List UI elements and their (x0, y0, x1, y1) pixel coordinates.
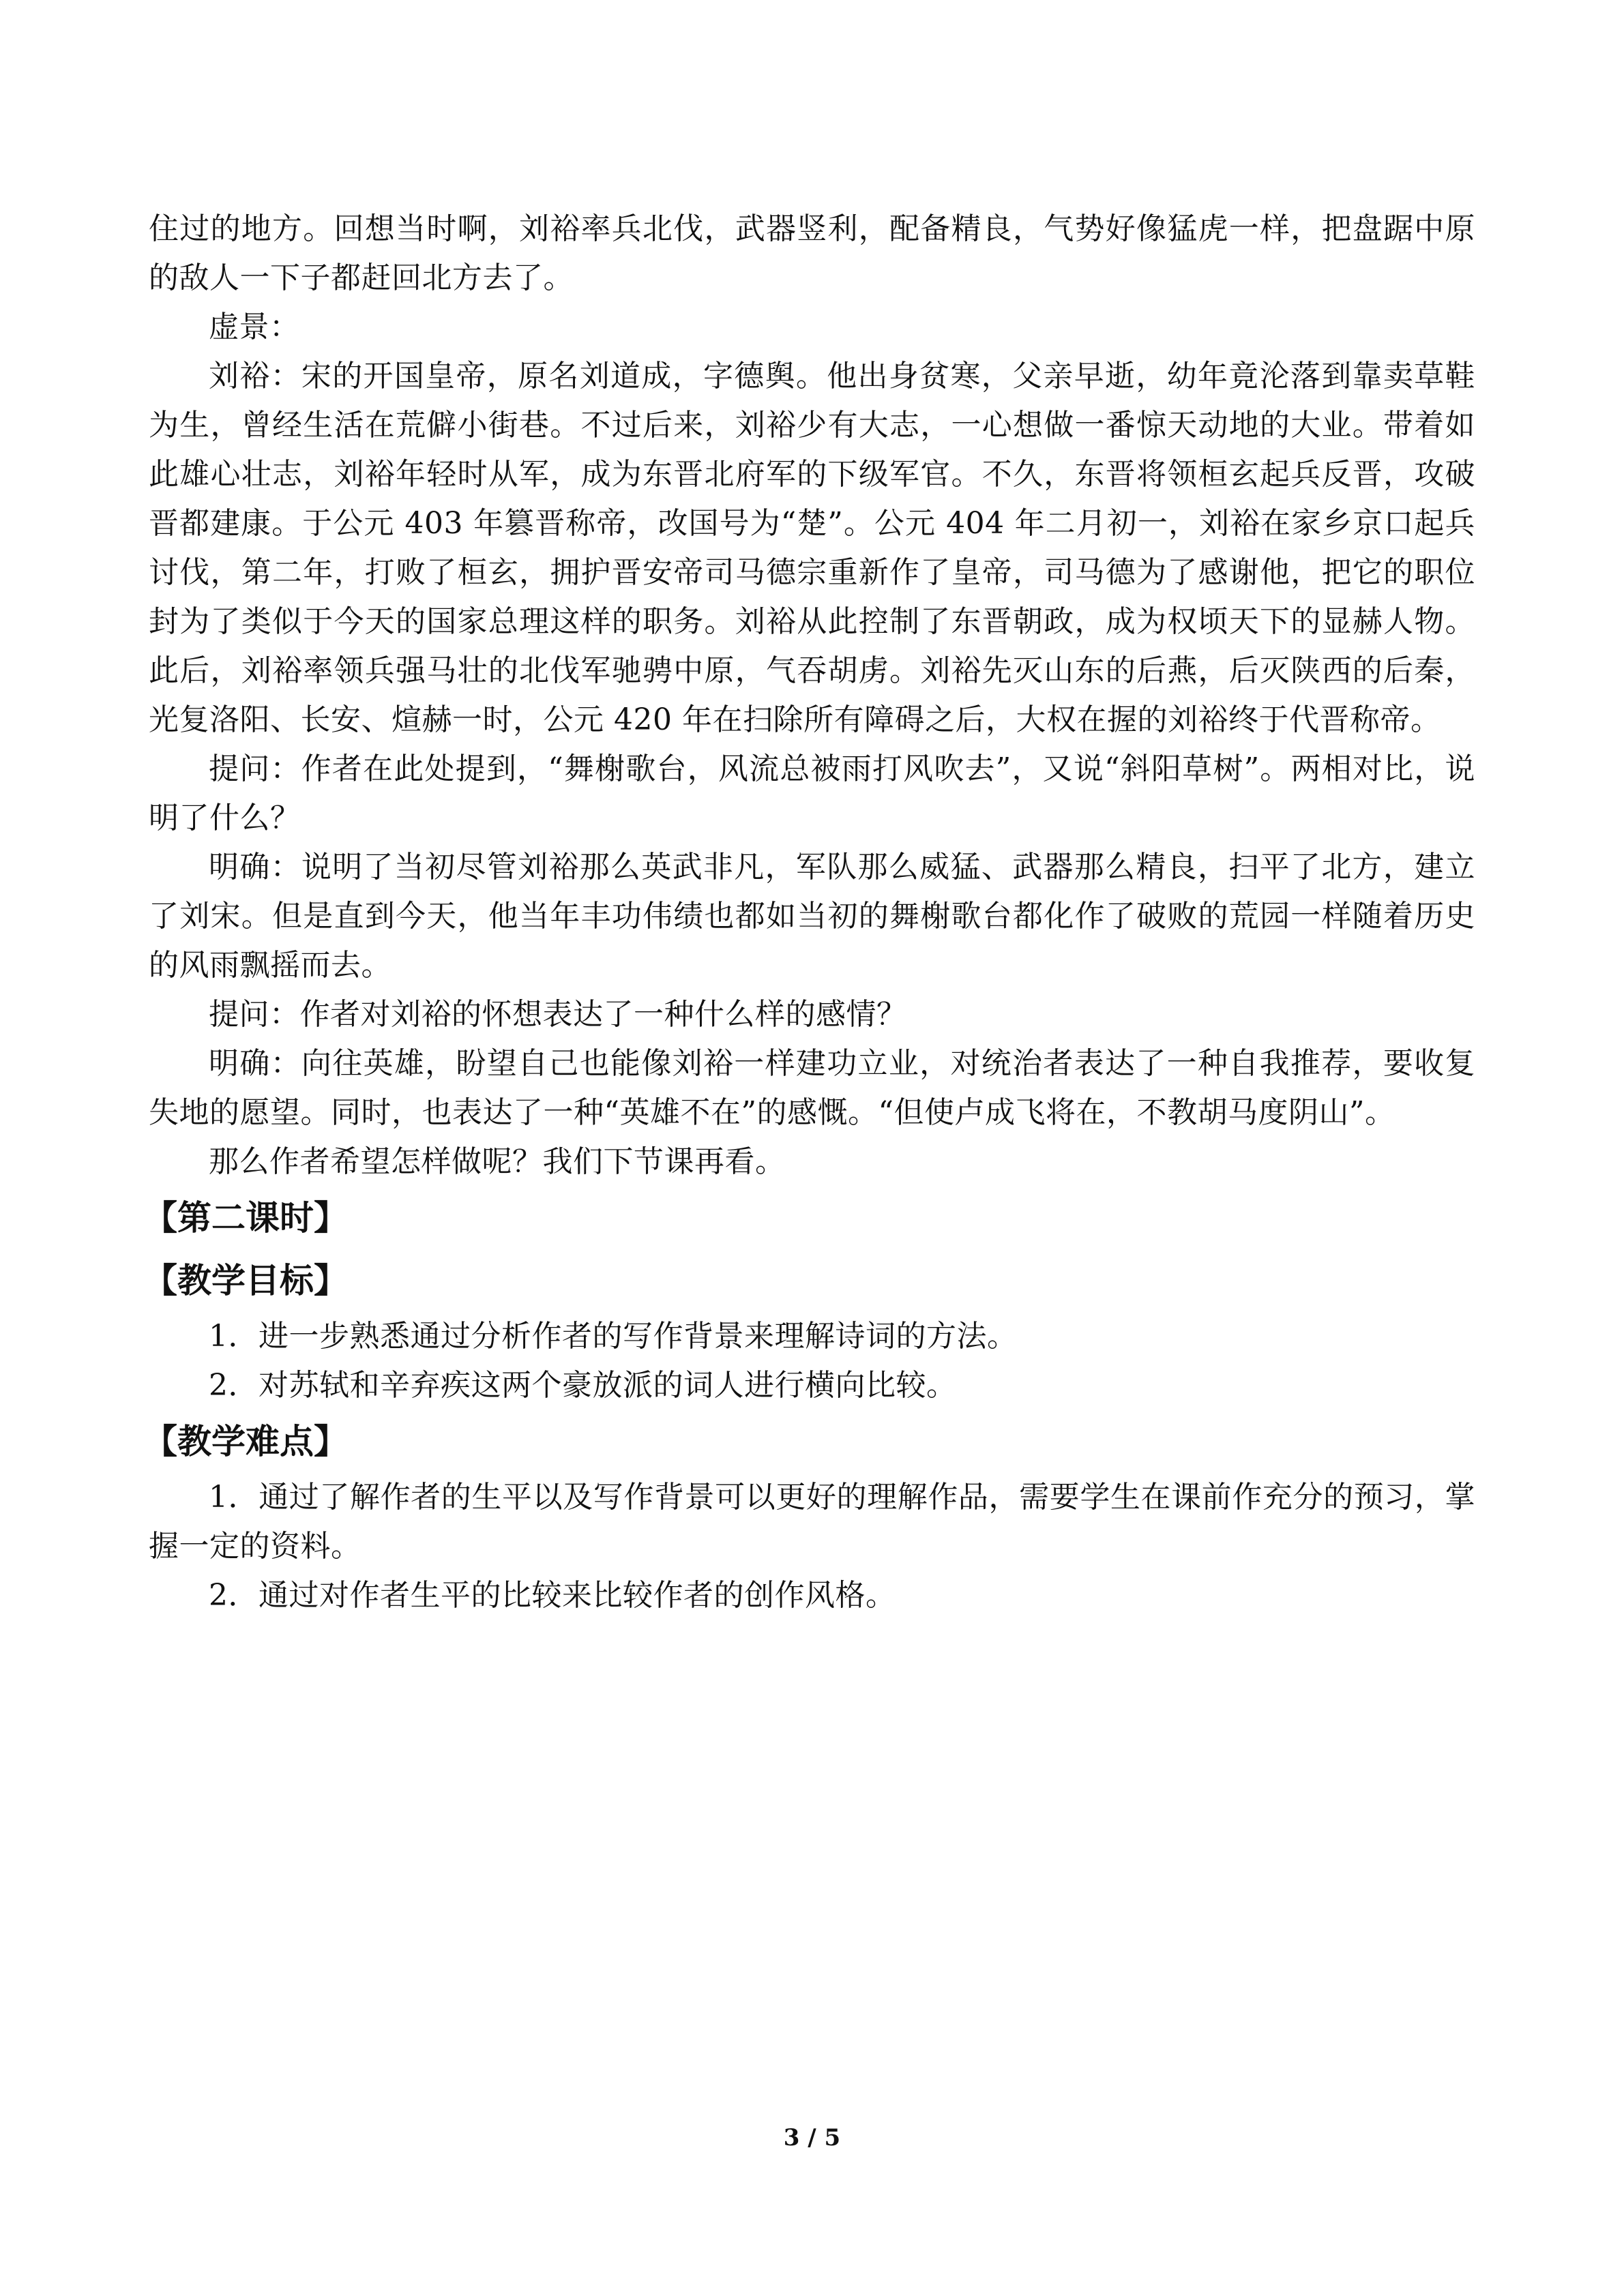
paragraph-virtual-scene-label: 虚景： (209, 310, 300, 344)
paragraph-answer-1: 明确：说明了当初尽管刘裕那么英武非凡，军队那么威猛、武器那么精良，扫平了北方，建立了刘宋。但是直到今天，他当年丰功伟绩也都如当初的舞榭歌台都化作了破败的荒园一样随着历史的风雨飘摇而去。 (149, 850, 1475, 983)
goal-item-1: 1．进一步熟悉通过分析作者的写作背景来理解诗词的方法。 (209, 1319, 1018, 1354)
paragraph-continuation: 住过的地方。回想当时啊，刘裕率兵北伐，武器竖利，配备精良，气势好像猛虎一样，把盘踞中原的敌人一下子都赶回北方去了。 (149, 211, 1475, 295)
goal-item-2: 2．对苏轼和辛弃疾这两个豪放派的词人进行横向比较。 (209, 1368, 957, 1403)
page-number: 3 / 5 (783, 2124, 841, 2151)
heading-second-lesson: 【第二课时】 (143, 1198, 348, 1238)
heading-teaching-difficulties: 【教学难点】 (143, 1422, 348, 1461)
paragraph-liuyu-biography: 刘裕：宋的开国皇帝，原名刘道成，字德舆。他出身贫寒，父亲早逝，幼年竟沦落到靠卖草鞋为生，曾经生活在荒僻小街巷。不过后来，刘裕少有大志，一心想做一番惊天动地的大业。带着如此雄心壮志，刘裕年轻时从军，成为东晋北府军的下级军官。不久，东晋将领桓玄起兵反晋，攻破晋都建康。于公元 403 年篡晋称帝，改国号为“楚”。公元 404 年二月初一，刘裕在家乡京口起兵讨伐，第二年，打败了桓玄，拥护晋安帝司马德宗重新作了皇帝，司马德为了感谢他，把它的职位封为了类似于今天的国家总理这样的职务。刘裕从此控制了东晋朝政，成为权顷天下的显赫人物。此后，刘裕率领兵强马壮的北伐军驰骋中原，气吞胡虏。刘裕先灭山东的后燕，后灭陕西的后秦，光复洛阳、长安、煊赫一时，公元 420 年在扫除所有障碍之后，大权在握的刘裕终于代晋称帝。 (149, 359, 1475, 737)
difficulty-item-2: 2．通过对作者生平的比较来比较作者的创作风格。 (209, 1578, 896, 1613)
paragraph-next-lesson: 那么作者希望怎样做呢？我们下节课再看。 (209, 1144, 786, 1179)
difficulty-item-1: 1．通过了解作者的生平以及写作背景可以更好的理解作品，需要学生在课前作充分的预习，掌握一定的资料。 (149, 1480, 1475, 1564)
heading-teaching-goals: 【教学目标】 (143, 1261, 348, 1300)
paragraph-answer-2: 明确：向往英雄，盼望自己也能像刘裕一样建功立业，对统治者表达了一种自我推荐，要收复失地的愿望。同时，也表达了一种“英雄不在”的感慨。“但使卢成飞将在，不教胡马度阴山”。 (149, 1046, 1475, 1130)
paragraph-question-1: 提问：作者在此处提到，“舞榭歌台，风流总被雨打风吹去”，又说“斜阳草树”。两相对比，说明了什么？ (149, 751, 1475, 835)
paragraph-question-2: 提问：作者对刘裕的怀想表达了一种什么样的感情？ (209, 997, 907, 1032)
document-content (143, 205, 1475, 1620)
